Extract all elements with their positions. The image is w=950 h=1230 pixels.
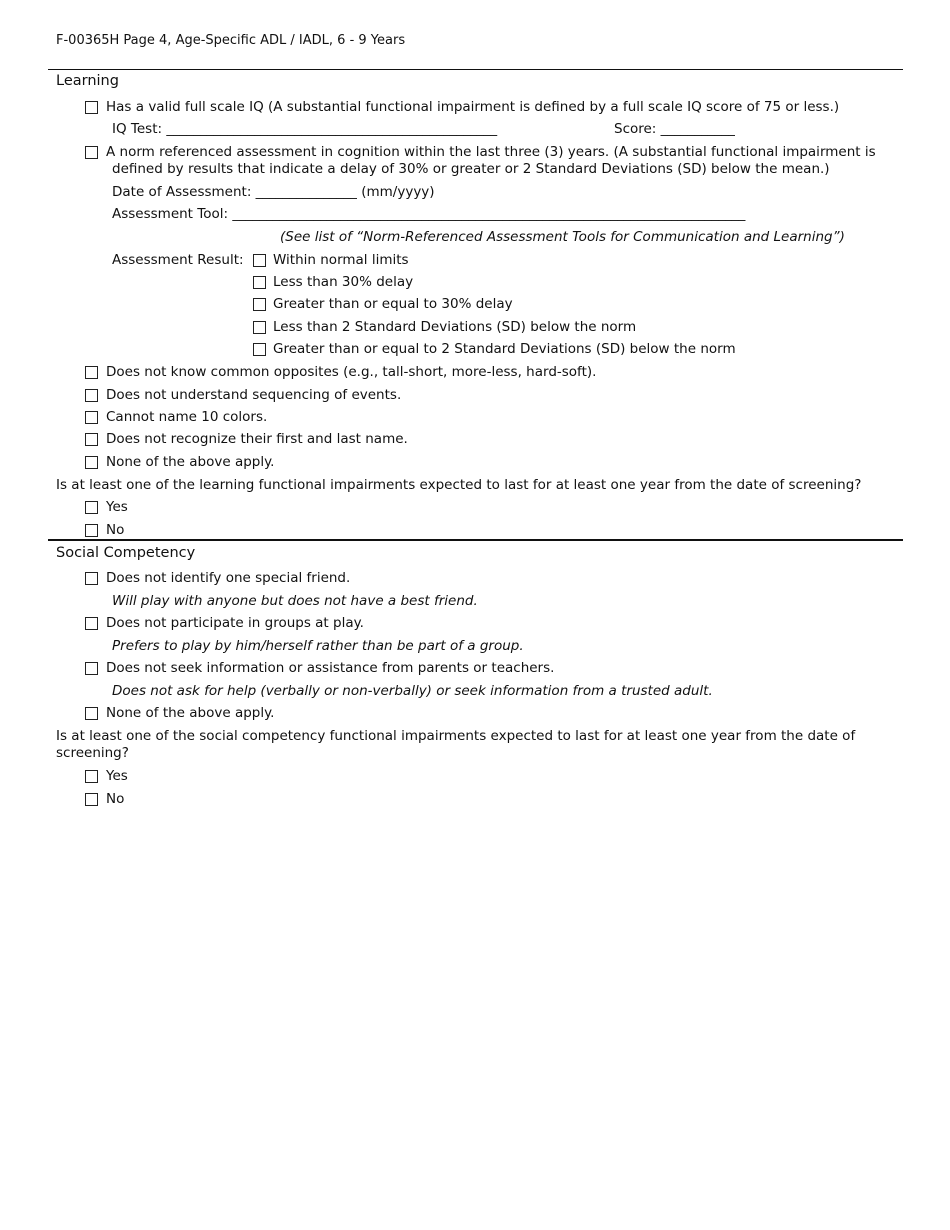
result-label-3: Greater than or equal to 30% delay xyxy=(273,296,513,312)
learning-none-label: None of the above apply. xyxy=(106,454,275,470)
social-no-checkbox[interactable] xyxy=(85,793,98,806)
result-label-2: Less than 30% delay xyxy=(273,274,414,290)
score-field[interactable]: Score: ___________ xyxy=(614,121,735,137)
social-item-checkbox-3[interactable] xyxy=(85,662,98,675)
result-label-4: Less than 2 Standard Deviations (SD) below the norm xyxy=(273,319,637,335)
social-item-1: Does not identify one special friend. xyxy=(106,570,351,586)
result-checkbox-4[interactable] xyxy=(253,321,266,334)
norm-item-line2: defined by results that indicate a delay of 30% or greater or 2 Standard Deviations (SD) below the mean.) xyxy=(112,161,830,177)
social-title: Social Competency xyxy=(56,545,196,561)
social-item-3: Does not seek information or assistance from parents or teachers. xyxy=(106,660,555,676)
date-of-assessment-field[interactable]: Date of Assessment: _______________ (mm/yyyy) xyxy=(112,184,435,200)
norm-item-line1: A norm referenced assessment in cognition within the last three (3) years. (A substantial functional impairment is xyxy=(106,144,876,160)
learning-no-label: No xyxy=(106,522,125,538)
social-item-2: Does not participate in groups at play. xyxy=(106,615,364,631)
social-none-label: None of the above apply. xyxy=(106,705,275,721)
learning-question: Is at least one of the learning functional impairments expected to last for at least one year from the date of screening? xyxy=(56,477,862,493)
result-checkbox-3[interactable] xyxy=(253,298,266,311)
social-note-3: Does not ask for help (verbally or non-verbally) or seek information from a trusted adult. xyxy=(112,683,713,699)
social-note-1: Will play with anyone but does not have a best friend. xyxy=(112,593,478,609)
learning-item-checkbox-1[interactable] xyxy=(85,366,98,379)
tool-note: (See list of “Norm-Referenced Assessment Tools for Communication and Learning”) xyxy=(280,229,845,245)
iq-item-label: Has a valid full scale IQ (A substantial functional impairment is defined by a full scale IQ score of 75 or less.) xyxy=(106,99,840,115)
assessment-tool-field[interactable]: Assessment Tool: ____________________________________________________________________________ xyxy=(112,206,746,222)
social-none-checkbox[interactable] xyxy=(85,707,98,720)
social-item-checkbox-2[interactable] xyxy=(85,617,98,630)
learning-item-checkbox-3[interactable] xyxy=(85,411,98,424)
learning-item-4: Does not recognize their first and last name. xyxy=(106,431,408,447)
norm-assessment-checkbox[interactable] xyxy=(85,146,98,159)
social-yes-label: Yes xyxy=(106,768,128,784)
learning-yes-checkbox[interactable] xyxy=(85,501,98,514)
social-item-checkbox-1[interactable] xyxy=(85,572,98,585)
header-rule xyxy=(48,69,903,70)
result-checkbox-1[interactable] xyxy=(253,254,266,267)
learning-item-2: Does not understand sequencing of events. xyxy=(106,387,402,403)
learning-item-checkbox-4[interactable] xyxy=(85,433,98,446)
social-no-label: No xyxy=(106,791,125,807)
iq-test-field[interactable]: IQ Test: _________________________________________________ xyxy=(112,121,498,137)
social-yes-checkbox[interactable] xyxy=(85,770,98,783)
assessment-result-label: Assessment Result: xyxy=(112,252,244,268)
section-divider xyxy=(48,539,903,541)
result-label-1: Within normal limits xyxy=(273,252,409,268)
result-checkbox-5[interactable] xyxy=(253,343,266,356)
learning-yes-label: Yes xyxy=(106,499,128,515)
learning-item-3: Cannot name 10 colors. xyxy=(106,409,268,425)
iq-checkbox[interactable] xyxy=(85,101,98,114)
form-header: F-00365H Page 4, Age-Specific ADL / IADL, 6 - 9 Years xyxy=(56,33,406,48)
social-question: Is at least one of the social competency functional impairments expected to last for at least one year from the date of screening? xyxy=(56,728,856,761)
learning-item-1: Does not know common opposites (e.g., tall-short, more-less, hard-soft). xyxy=(106,364,597,380)
learning-title: Learning xyxy=(56,73,119,89)
result-checkbox-2[interactable] xyxy=(253,276,266,289)
learning-item-checkbox-2[interactable] xyxy=(85,389,98,402)
result-label-5: Greater than or equal to 2 Standard Deviations (SD) below the norm xyxy=(273,341,736,357)
learning-none-checkbox[interactable] xyxy=(85,456,98,469)
learning-no-checkbox[interactable] xyxy=(85,524,98,537)
social-note-2: Prefers to play by him/herself rather than be part of a group. xyxy=(112,638,524,654)
